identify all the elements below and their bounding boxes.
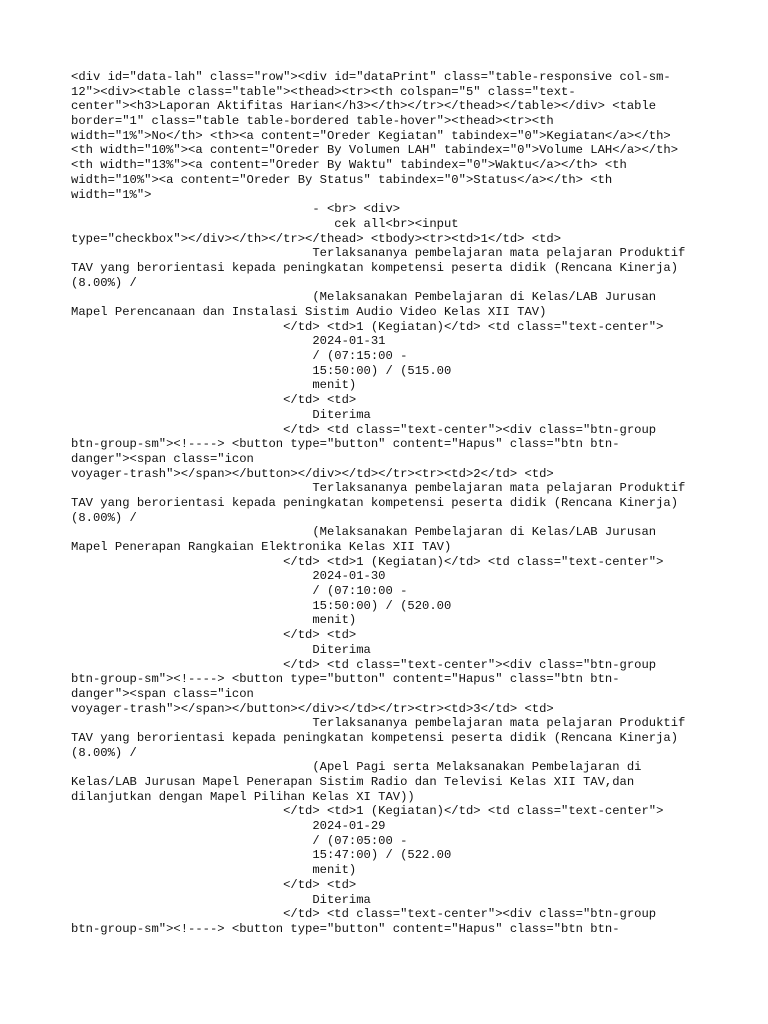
source-line: </td> <td>1 (Kegiatan)</td> <td class="text-center"> [71,804,664,819]
source-line: Terlaksananya pembelajaran mata pelajaran Produktif [71,716,686,731]
source-line: menit) [71,863,357,878]
source-line: Terlaksananya pembelajaran mata pelajaran Produktif [71,246,686,261]
source-line: 15:50:00) / (515.00 [71,363,452,378]
source-line: Diterima [71,407,371,422]
source-line: </td> <td class="text-center"><div class="btn-group [71,657,657,672]
source-line: (Apel Pagi serta Melaksanakan Pembelajaran di [71,760,642,775]
source-line: Kelas/LAB Jurusan Mapel Penerapan Sistim Radio dan Televisi Kelas XII TAV,dan [71,775,635,789]
source-line: TAV yang berorientasi kepada peningkatan kompetensi peserta didik (Rencana Kinerja) [71,260,679,275]
source-line: / (07:05:00 - [71,833,408,848]
source-line: type="checkbox"></div></th></tr></thead> <tbody><tr><td>1</td> <td> [71,231,562,246]
source-line: 15:47:00) / (522.00 [71,848,452,863]
source-line: <th width="10%"><a content="Oreder By Volumen LAH" tabindex="0">Volume LAH</a></th> [71,143,679,158]
source-line: <div id="data-lah" class="row"><div id="dataPrint" class="table-responsive col-sm- [71,70,671,84]
source-line: <th width="13%"><a content="Oreder By Waktu" tabindex="0">Waktu</a></th> <th [71,158,627,173]
source-line: </td> <td class="text-center"><div class="btn-group [71,907,657,922]
source-line: TAV yang berorientasi kepada peningkatan kompetensi peserta didik (Rencana Kinerja) [71,730,679,745]
source-line: Mapel Perencanaan dan Instalasi Sistim Audio Video Kelas XII TAV) [71,305,547,319]
source-line: cek all<br><input [71,216,459,231]
source-line: 15:50:00) / (520.00 [71,598,452,613]
source-line: (8.00%) / [71,275,137,290]
source-line: center"><h3>Laporan Aktifitas Harian</h3></th></tr></thead></table></div> <table [71,99,657,114]
source-line: 2024-01-31 [71,334,386,349]
source-line: TAV yang berorientasi kepada peningkatan kompetensi peserta didik (Rencana Kinerja) [71,495,679,510]
source-line: voyager-trash"></span></button></div></td></tr><tr><td>3</td> <td> [71,701,554,716]
source-line: (8.00%) / [71,745,137,760]
source-line: 2024-01-29 [71,819,386,834]
source-line: (Melaksanakan Pembelajaran di Kelas/LAB Jurusan [71,525,657,540]
source-line: btn-group-sm"><!----> <button type="button" content="Hapus" class="btn btn- [71,437,620,452]
html-source-text [71,70,711,937]
source-line: width="1%"> [71,187,152,202]
source-line: danger"><span class="icon [71,686,254,701]
source-line: Mapel Penerapan Rangkaian Elektronika Kelas XII TAV) [71,540,452,554]
source-line: dilanjutkan dengan Mapel Pilihan Kelas XI TAV)) [71,789,415,804]
source-line: menit) [71,613,357,628]
source-line: 12"><div><table class="table"><thead><tr><th colspan="5" class="text- [71,84,576,99]
source-line: danger"><span class="icon [71,451,254,466]
source-line: width="1%">No</th> <th><a content="Oreder Kegiatan" tabindex="0">Kegiatan</a></th> [71,128,671,143]
source-line: - <br> <div> [71,202,401,217]
source-line: </td> <td>1 (Kegiatan)</td> <td class="text-center"> [71,319,664,334]
source-line: </td> <td class="text-center"><div class="btn-group [71,422,657,437]
source-line: </td> <td> [71,628,357,643]
source-line: menit) [71,378,357,393]
source-line: voyager-trash"></span></button></div></td></tr><tr><td>2</td> <td> [71,466,554,481]
source-line: width="10%"><a content="Oreder By Status" tabindex="0">Status</a></th> <th [71,172,613,187]
source-line: (8.00%) / [71,510,137,525]
source-line: Diterima [71,892,371,907]
source-line: (Melaksanakan Pembelajaran di Kelas/LAB Jurusan [71,290,657,305]
source-line: </td> <td> [71,877,357,892]
source-line: border="1" class="table table-bordered table-hover"><thead><tr><th [71,114,554,129]
source-line: </td> <td> [71,393,357,408]
source-line: btn-group-sm"><!----> <button type="button" content="Hapus" class="btn btn- [71,672,620,687]
source-line: / (07:10:00 - [71,584,408,599]
source-line: / (07:15:00 - [71,349,408,364]
source-line: Diterima [71,642,371,657]
source-line: 2024-01-30 [71,569,386,584]
source-line: Terlaksananya pembelajaran mata pelajaran Produktif [71,481,686,496]
source-line: btn-group-sm"><!----> <button type="button" content="Hapus" class="btn btn- [71,921,620,936]
source-line: </td> <td>1 (Kegiatan)</td> <td class="text-center"> [71,554,664,569]
